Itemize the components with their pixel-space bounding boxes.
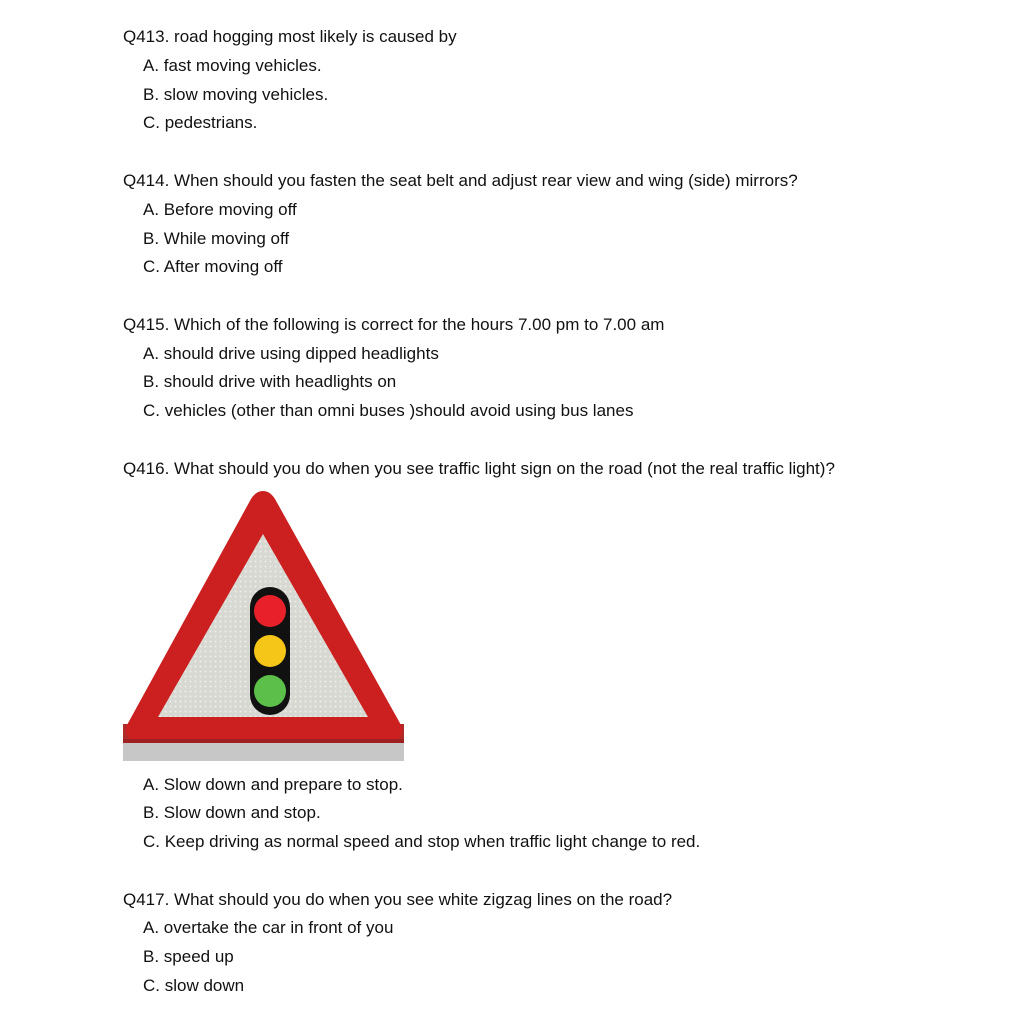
question-414-prompt: Q414. When should you fasten the seat belt and adjust rear view and wing (side) mirrors? — [123, 171, 798, 190]
question-414-option-b: B. While moving off — [143, 229, 290, 248]
question-414-option-c: C. After moving off — [143, 257, 283, 276]
red-light — [254, 595, 286, 627]
question-415-option-c: C. vehicles (other than omni buses )should avoid using bus lanes — [143, 401, 634, 420]
sign-bottom-edge — [123, 741, 404, 761]
question-415-prompt: Q415. Which of the following is correct for the hours 7.00 pm to 7.00 am — [123, 315, 665, 334]
amber-light — [254, 635, 286, 667]
question-417-prompt: Q417. What should you do when you see white zigzag lines on the road? — [123, 890, 673, 909]
question-416-prompt: Q416. What should you do when you see traffic light sign on the road (not the real traffic light)? — [123, 459, 835, 478]
green-light — [254, 675, 286, 707]
traffic-light-warning-sign-image — [123, 489, 404, 761]
question-415-option-b: B. should drive with headlights on — [143, 372, 397, 391]
question-416-option-a: A. Slow down and prepare to stop. — [143, 775, 403, 794]
question-414-option-a: A. Before moving off — [143, 200, 297, 219]
question-417-option-b: B. speed up — [143, 947, 234, 966]
question-413-option-c: C. pedestrians. — [143, 113, 258, 132]
question-415-option-a: A. should drive using dipped headlights — [143, 344, 439, 363]
traffic-light-warning-sign — [123, 489, 404, 761]
question-417-option-c: C. slow down — [143, 976, 245, 995]
question-413-option-a: A. fast moving vehicles. — [143, 56, 322, 75]
question-417-option-a: A. overtake the car in front of you — [143, 918, 394, 937]
question-413-option-b: B. slow moving vehicles. — [143, 85, 329, 104]
question-416-option-c: C. Keep driving as normal speed and stop when traffic light change to red. — [143, 832, 701, 851]
question-416-option-b: B. Slow down and stop. — [143, 803, 321, 822]
question-413-prompt: Q413. road hogging most likely is caused by — [123, 27, 457, 46]
